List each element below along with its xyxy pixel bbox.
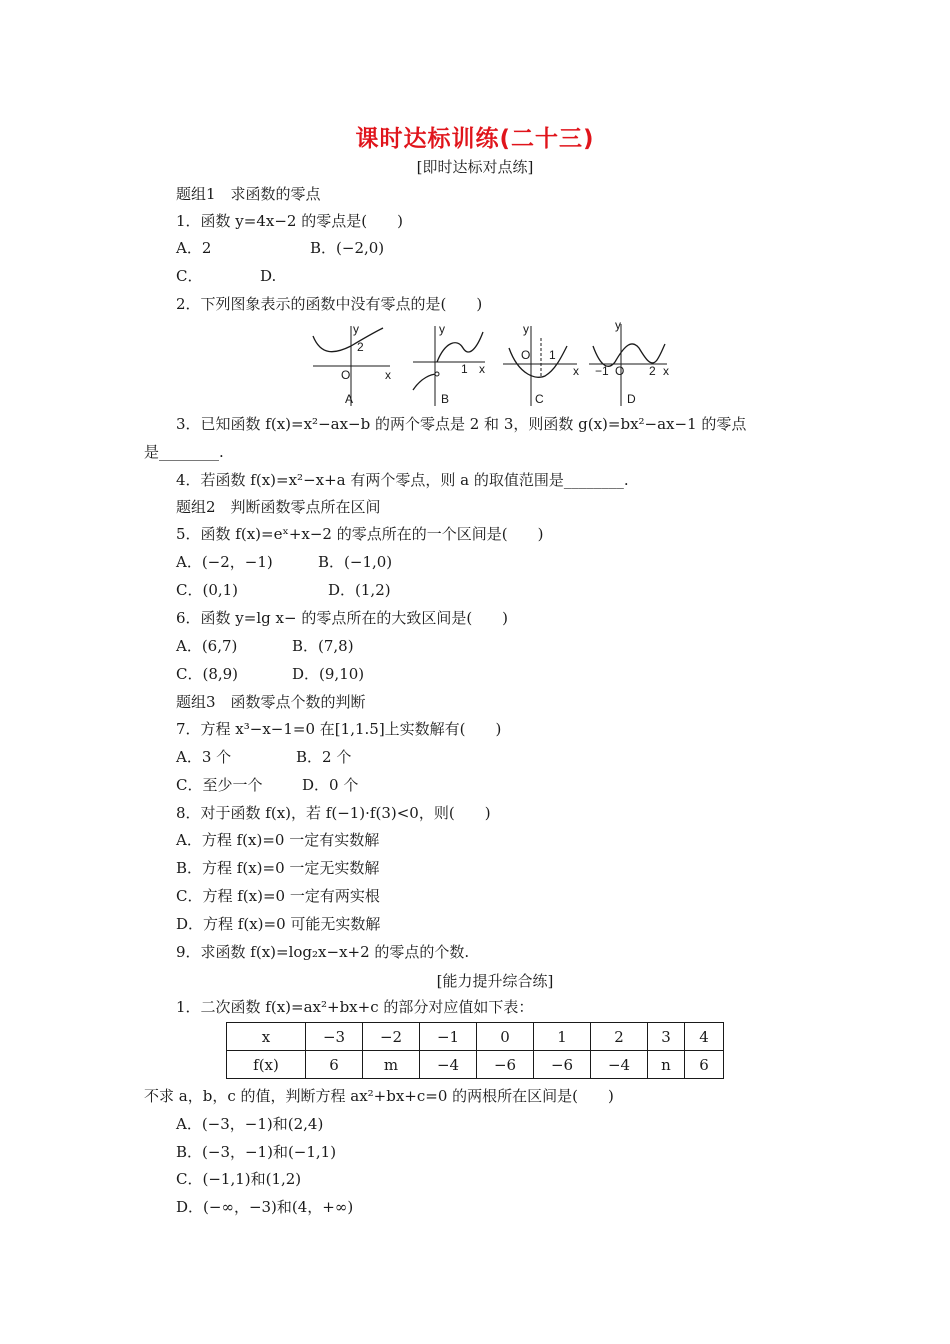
table-cell: 2	[591, 1023, 648, 1051]
graph-a-caption: A	[345, 392, 354, 406]
question-1-option-b: B．(−2,0)	[310, 239, 385, 257]
question-7-option-a: A．3 个	[176, 748, 232, 766]
graph-d-x-label: x	[663, 364, 669, 378]
graph-d-origin: O	[615, 364, 625, 378]
question-3-line-1: 3．已知函数 f(x)=x²−ax−b 的两个零点是 2 和 3，则函数 g(x)=bx²−ax−1 的零点	[176, 415, 747, 433]
graph-c-caption: C	[535, 392, 544, 406]
group-1-heading: 题组1 求函数的零点	[176, 185, 321, 203]
table-cell: −6	[477, 1051, 534, 1079]
question-6-option-c: C．(8,9)	[176, 665, 239, 683]
table-cell: n	[648, 1051, 685, 1079]
graph-d-caption: D	[627, 392, 636, 406]
advanced-question-1-after-table: 不求 a，b，c 的值，判断方程 ax²+bx+c=0 的两根所在区间是( )	[144, 1087, 614, 1105]
advanced-question-1-option-c: C．(−1,1)和(1,2)	[176, 1170, 302, 1188]
question-7-option-c: C．至少一个	[176, 776, 263, 794]
graph-b-x-label: x	[479, 362, 485, 376]
table-cell: 6	[306, 1051, 363, 1079]
section-heading-2: [能力提升综合练]	[436, 972, 554, 990]
graph-a-y-label: y	[353, 322, 359, 336]
question-2-stem: 2．下列图象表示的函数中没有零点的是( )	[176, 295, 483, 313]
question-8-option-b: B．方程 f(x)=0 一定无实数解	[176, 859, 380, 877]
graph-c-tick-1: 1	[549, 348, 556, 362]
question-5-option-a: A．(−2，−1)	[176, 553, 273, 571]
graph-a-origin: O	[341, 368, 351, 382]
question-5-option-c: C．(0,1)	[176, 581, 239, 599]
graph-c-curve	[509, 346, 567, 377]
table-cell: f(x)	[227, 1051, 306, 1079]
table-cell: −2	[363, 1023, 420, 1051]
table-cell: −1	[420, 1023, 477, 1051]
question-6-stem: 6．函数 y=lg x− 的零点所在的大致区间是( )	[176, 609, 509, 627]
group-2-heading: 题组2 判断函数零点所在区间	[176, 498, 381, 516]
table-cell: 0	[477, 1023, 534, 1051]
graph-d-tick-neg1: −1	[595, 364, 609, 378]
question-5-stem: 5．函数 f(x)=eˣ+x−2 的零点所在的一个区间是( )	[176, 525, 544, 543]
table-cell: −4	[591, 1051, 648, 1079]
table-cell: 6	[685, 1051, 724, 1079]
question-5-option-b: B．(−1,0)	[318, 553, 393, 571]
graph-a-curve	[313, 328, 383, 352]
table-cell: 1	[534, 1023, 591, 1051]
table-cell: 4	[685, 1023, 724, 1051]
graph-b-curve-right	[437, 332, 483, 362]
graph-b-y-label: y	[439, 322, 445, 336]
question-1-option-c: C．	[176, 267, 203, 285]
advanced-question-1-option-d: D．(−∞，−3)和(4，+∞)	[176, 1198, 354, 1216]
graph-d-curve	[593, 344, 665, 366]
graph-d-tick-2: 2	[649, 364, 656, 378]
table-cell: m	[363, 1051, 420, 1079]
advanced-question-1-option-b: B．(−3，−1)和(−1,1)	[176, 1143, 337, 1161]
table-row	[227, 1023, 724, 1051]
graph-b-tick-1: 1	[461, 362, 468, 376]
question-9-stem: 9．求函数 f(x)=log₂x−x+2 的零点的个数.	[176, 943, 470, 961]
graph-b-curve-left	[413, 374, 437, 390]
question-4-stem: 4．若函数 f(x)=x²−x+a 有两个零点，则 a 的取值范围是________.	[176, 471, 629, 489]
table-cell: −6	[534, 1051, 591, 1079]
advanced-question-1-stem: 1．二次函数 f(x)=ax²+bx+c 的部分对应值如下表：	[176, 998, 534, 1016]
question-8-stem: 8．对于函数 f(x)，若 f(−1)·f(3)<0，则( )	[176, 804, 491, 822]
question-6-option-a: A．(6,7)	[176, 637, 238, 655]
section-heading-1: [即时达标对点练]	[416, 158, 534, 176]
graph-d-y-label: y	[615, 318, 621, 332]
question-1-option-d: D.	[260, 267, 277, 285]
value-table	[226, 1022, 724, 1079]
graph-b-open-point	[435, 372, 439, 376]
question-7-option-b: B．2 个	[296, 748, 352, 766]
table-row	[227, 1051, 724, 1079]
advanced-question-1-option-a: A．(−3，−1)和(2,4)	[176, 1115, 324, 1133]
question-2-graphs	[305, 318, 685, 410]
page-title: 课时达标训练(二十三)	[355, 126, 595, 152]
table-cell: x	[227, 1023, 306, 1051]
graph-c-origin: O	[521, 348, 531, 362]
graph-a-x-label: x	[385, 368, 391, 382]
question-6-option-d: D．(9,10)	[292, 665, 365, 683]
question-5-option-d: D．(1,2)	[328, 581, 391, 599]
question-7-stem: 7．方程 x³−x−1=0 在[1,1.5]上实数解有( )	[176, 720, 502, 738]
graph-c-x-label: x	[573, 364, 579, 378]
table-cell: −4	[420, 1051, 477, 1079]
question-8-option-a: A．方程 f(x)=0 一定有实数解	[176, 831, 380, 849]
question-3-line-2: 是________.	[144, 443, 224, 461]
question-1-stem: 1．函数 y=4x−2 的零点是( )	[176, 212, 403, 230]
table-cell: −3	[306, 1023, 363, 1051]
group-3-heading: 题组3 函数零点个数的判断	[176, 693, 366, 711]
question-6-option-b: B．(7,8)	[292, 637, 354, 655]
graph-c-y-label: y	[523, 322, 529, 336]
table-cell: 3	[648, 1023, 685, 1051]
question-8-option-c: C．方程 f(x)=0 一定有两实根	[176, 887, 380, 905]
question-1-option-a: A．2	[176, 239, 212, 257]
question-7-option-d: D．0 个	[302, 776, 359, 794]
graph-b-caption: B	[441, 392, 450, 406]
question-8-option-d: D．方程 f(x)=0 可能无实数解	[176, 915, 381, 933]
graph-a-tick-2: 2	[357, 340, 364, 354]
